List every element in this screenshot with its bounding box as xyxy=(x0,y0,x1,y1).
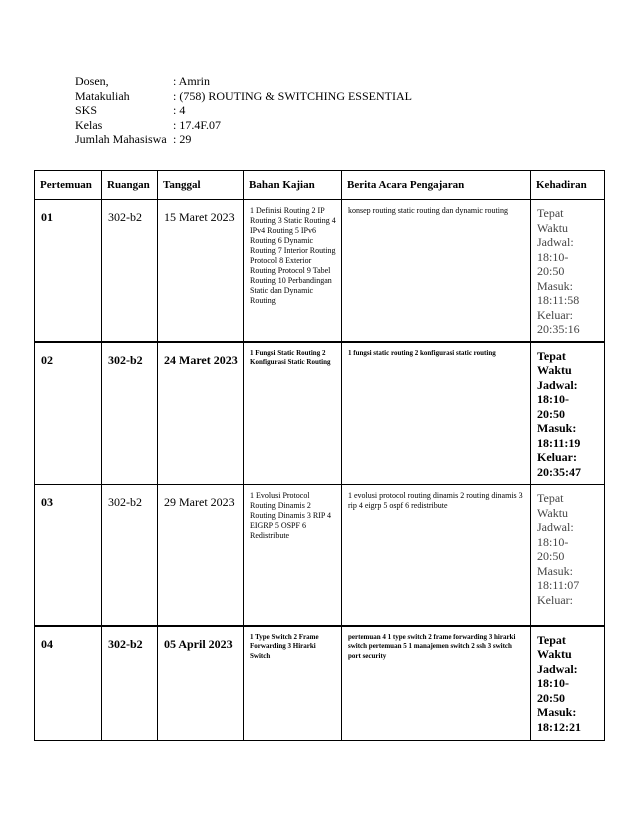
info-row-sks xyxy=(75,103,412,118)
kelas-label: Kelas xyxy=(75,117,103,132)
info-row-jumlah xyxy=(75,132,412,147)
sks-value: : 4 xyxy=(173,103,186,118)
col-header-ruangan: Ruangan xyxy=(102,171,158,200)
berita-acara-cell: 1 evolusi protocol routing dinamis 2 routing dinamis 3 rip 4 eigrp 5 ospf 6 redistribute xyxy=(342,485,531,626)
col-header-pertemuan: Pertemuan xyxy=(35,171,102,200)
bahan-kajian-cell: 1 Type Switch 2 Frame Forwarding 3 Hirarki Switch xyxy=(244,626,342,741)
bahan-kajian-cell: 1 Fungsi Static Routing 2 Konfigurasi Static Routing xyxy=(244,342,342,485)
table-row xyxy=(35,342,605,485)
kehadiran-cell: Tepat Waktu Jadwal: 18:10- 20:50 Masuk: 18:12:21 xyxy=(531,626,605,741)
ruangan-cell: 302-b2 xyxy=(102,200,158,342)
berita-acara-cell: konsep routing static routing dan dynamic routing xyxy=(342,200,531,342)
berita-acara-cell: 1 fungsi static routing 2 konfigurasi static routing xyxy=(342,342,531,485)
jumlah-label: Jumlah Mahasiswa xyxy=(75,132,167,147)
kelas-value: : 17.4F.07 xyxy=(173,117,222,132)
pertemuan-cell: 01 xyxy=(35,200,102,342)
pertemuan-cell: 02 xyxy=(35,342,102,485)
col-header-tanggal: Tanggal xyxy=(158,171,244,200)
attendance-table xyxy=(34,170,605,741)
tanggal-cell: 05 April 2023 xyxy=(158,626,244,741)
matakuliah-value: : (758) ROUTING & SWITCHING ESSENTIAL xyxy=(173,88,412,103)
info-row-matakuliah xyxy=(75,89,412,104)
kehadiran-cell: Tepat Waktu Jadwal: 18:10- 20:50 Masuk: 18:11:19 Keluar: 20:35:47 xyxy=(531,342,605,485)
dosen-value: : Amrin xyxy=(173,74,211,88)
col-header-berita-acara: Berita Acara Pengajaran xyxy=(342,171,531,200)
berita-acara-cell: pertemuan 4 1 type switch 2 frame forwarding 3 hirarki switch pertemuan 5 1 manajemen switch 2 ssh 3 switch port security xyxy=(342,626,531,741)
ruangan-cell: 302-b2 xyxy=(102,342,158,485)
bahan-kajian-cell: 1 Evolusi Protocol Routing Dinamis 2 Routing Dinamis 3 RIP 4 EIGRP 5 OSPF 6 Redistribute xyxy=(244,485,342,626)
pertemuan-cell: 04 xyxy=(35,626,102,741)
dosen-label: Dosen, xyxy=(75,74,109,88)
bahan-kajian-cell: 1 Definisi Routing 2 IP Routing 3 Static Routing 4 IPv4 Routing 5 IPv6 Routing 6 Dynamic Routing 7 Interior Routing Protocol 8 Exterior Routing Protocol 9 Tabel Routing 10 Perbandingan Static dan Dynamic Routing xyxy=(244,200,342,342)
tanggal-cell: 15 Maret 2023 xyxy=(158,200,244,342)
info-row-kelas xyxy=(75,118,412,133)
table-row xyxy=(35,485,605,626)
kehadiran-cell: Tepat Waktu Jadwal: 18:10- 20:50 Masuk: 18:11:07 Keluar: xyxy=(531,485,605,626)
col-header-bahan-kajian: Bahan Kajian xyxy=(244,171,342,200)
course-info xyxy=(75,74,412,147)
table-row xyxy=(35,626,605,741)
kehadiran-cell: Tepat Waktu Jadwal: 18:10- 20:50 Masuk: 18:11:58 Keluar: 20:35:16 xyxy=(531,200,605,342)
sks-label: SKS xyxy=(75,103,98,118)
ruangan-cell: 302-b2 xyxy=(102,485,158,626)
info-row-dosen xyxy=(75,74,412,89)
col-header-kehadiran: Kehadiran xyxy=(531,171,605,200)
table-row xyxy=(35,200,605,342)
tanggal-cell: 24 Maret 2023 xyxy=(158,342,244,485)
ruangan-cell: 302-b2 xyxy=(102,626,158,741)
jumlah-value: : 29 xyxy=(173,132,192,147)
tanggal-cell: 29 Maret 2023 xyxy=(158,485,244,626)
matakuliah-label: Matakuliah xyxy=(75,88,130,103)
table-header-row xyxy=(35,171,605,200)
pertemuan-cell: 03 xyxy=(35,485,102,626)
